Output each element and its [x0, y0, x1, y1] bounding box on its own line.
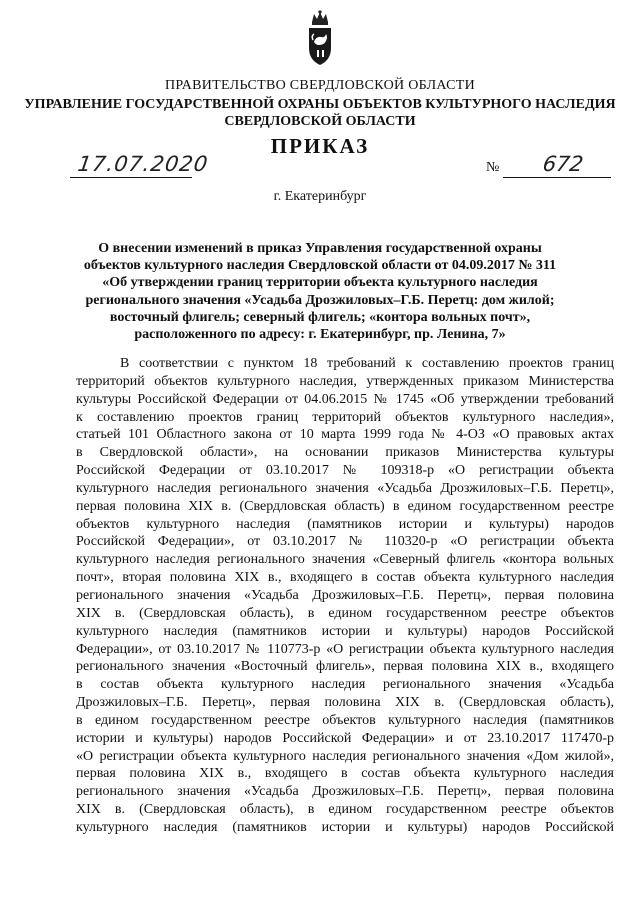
- body-line: культурного наследия (памятников истории и культуры) народов Российской: [76, 819, 614, 835]
- department-name-line2: СВЕРДЛОВСКОЙ ОБЛАСТИ: [224, 114, 416, 129]
- subject-line: объектов культурного наследия Свердловской области от 04.09.2017 № 311: [83, 258, 557, 274]
- coat-of-arms-emblem-icon: [305, 10, 335, 66]
- order-date: 17.07.2020: [76, 152, 210, 176]
- body-line: Российской Федерации от 03.10.2017 № 109318-р «О регистрации объекта: [76, 463, 614, 479]
- body-line: к составлению проектов границ территорий объектов культурного наследия»,: [76, 409, 614, 425]
- body-line: регионального значения «Восточный флигель», первая половина XIX в., входящего: [76, 659, 614, 675]
- body-line: истории и культуры) народов Российской Федерации» и от 23.10.2017 117470-р: [76, 730, 614, 746]
- body-line: В соответствии с пунктом 18 требований к составлению проектов границ: [120, 356, 614, 371]
- city: г. Екатеринбург: [273, 189, 367, 204]
- body-line: регионального значения «Усадьба Дрозжиловых–Г.Б. Перетц», первая половина: [76, 784, 614, 800]
- body-line: почт», вторая половина XIX в., входящего в состав объекта культурного наследия: [76, 570, 614, 586]
- government-name: ПРАВИТЕЛЬСТВО СВЕРДЛОВСКОЙ ОБЛАСТИ: [164, 78, 476, 93]
- department-name-line1: УПРАВЛЕНИЕ ГОСУДАРСТВЕННОЙ ОХРАНЫ ОБЪЕКТОВ КУЛЬТУРНОГО НАСЛЕДИЯ: [24, 97, 616, 112]
- body-line: в состав объекта культурного наследия регионального значения «Усадьба: [76, 677, 614, 693]
- body-line: в едином государственном реестре объектов культурного наследия (памятников: [76, 712, 614, 728]
- document-type-title: ПРИКАЗ: [270, 134, 370, 158]
- body-line: статьей 101 Областного закона от 10 марта 1999 года № 4-ОЗ «О правовых актах: [76, 427, 614, 443]
- body-line: Дрозжиловых–Г.Б. Перетц», первая половина XIX в. (Свердловская область),: [76, 695, 614, 711]
- subject-line: «Об утверждении границ территории объекта культурного наследия: [102, 275, 538, 291]
- body-line: культурного наследия регионального значения «Северный флигель «контора вольных: [76, 552, 614, 568]
- body-line: регионального значения «Усадьба Дрозжиловых–Г.Б. Перетц», первая половина: [76, 587, 614, 603]
- body-line: первая половина XIX в. (Свердловская область) в едином государственном реестре: [76, 498, 614, 514]
- subject-line: расположенного по адресу: г. Екатеринбург, пр. Ленина, 7»: [134, 327, 506, 343]
- body-line: Российской Федерации», от 03.10.2017 № 110320-р «О регистрации объекта: [76, 534, 614, 550]
- subject-line: О внесении изменений в приказ Управления государственной охраны: [98, 241, 542, 256]
- subject-line: регионального значения «Усадьба Дрозжиловых–Г.Б. Перетц: дом жилой;: [85, 292, 555, 308]
- order-number: 672: [541, 152, 585, 176]
- body-line: территорий объектов культурного наследия, утвержденных приказом Министерства: [76, 373, 614, 389]
- body-line: культурного наследия регионального значения «Усадьба Дрозжиловых–Г.Б. Перетц»,: [76, 480, 614, 496]
- body-line: «О регистрации объекта культурного наследия регионального значения «Дом жилой»,: [76, 748, 614, 764]
- order-subject: [60, 240, 580, 343]
- subject-line: восточный флигель; северный флигель; «контора вольных почт»,: [109, 309, 531, 325]
- body-line: Федерации», от 03.10.2017 № 110773-р «О регистрации объекта культурного наследия: [76, 641, 614, 657]
- body-line: объектов культурного наследия (памятников истории и культуры) народов: [76, 516, 614, 532]
- body-line: культуры Российской Федерации от 04.06.2015 № 1745 «Об утверждении требований: [76, 391, 614, 407]
- body-line: в Свердловской области», на основании приказов Министерства культуры: [76, 445, 614, 461]
- order-body-paragraph: [76, 355, 614, 837]
- body-line: XIX в. (Свердловская область), в едином государственном реестре объектов: [76, 802, 614, 818]
- body-line: XIX в. (Свердловская область), в едином государственном реестре объектов: [76, 605, 614, 621]
- body-line: первая половина XIX в., входящего в состав объекта культурного наследия: [76, 766, 614, 782]
- department-name: [0, 96, 640, 130]
- number-label: №: [486, 160, 500, 175]
- body-line: культурного наследия (памятников истории и культуры) народов Российской: [76, 623, 614, 639]
